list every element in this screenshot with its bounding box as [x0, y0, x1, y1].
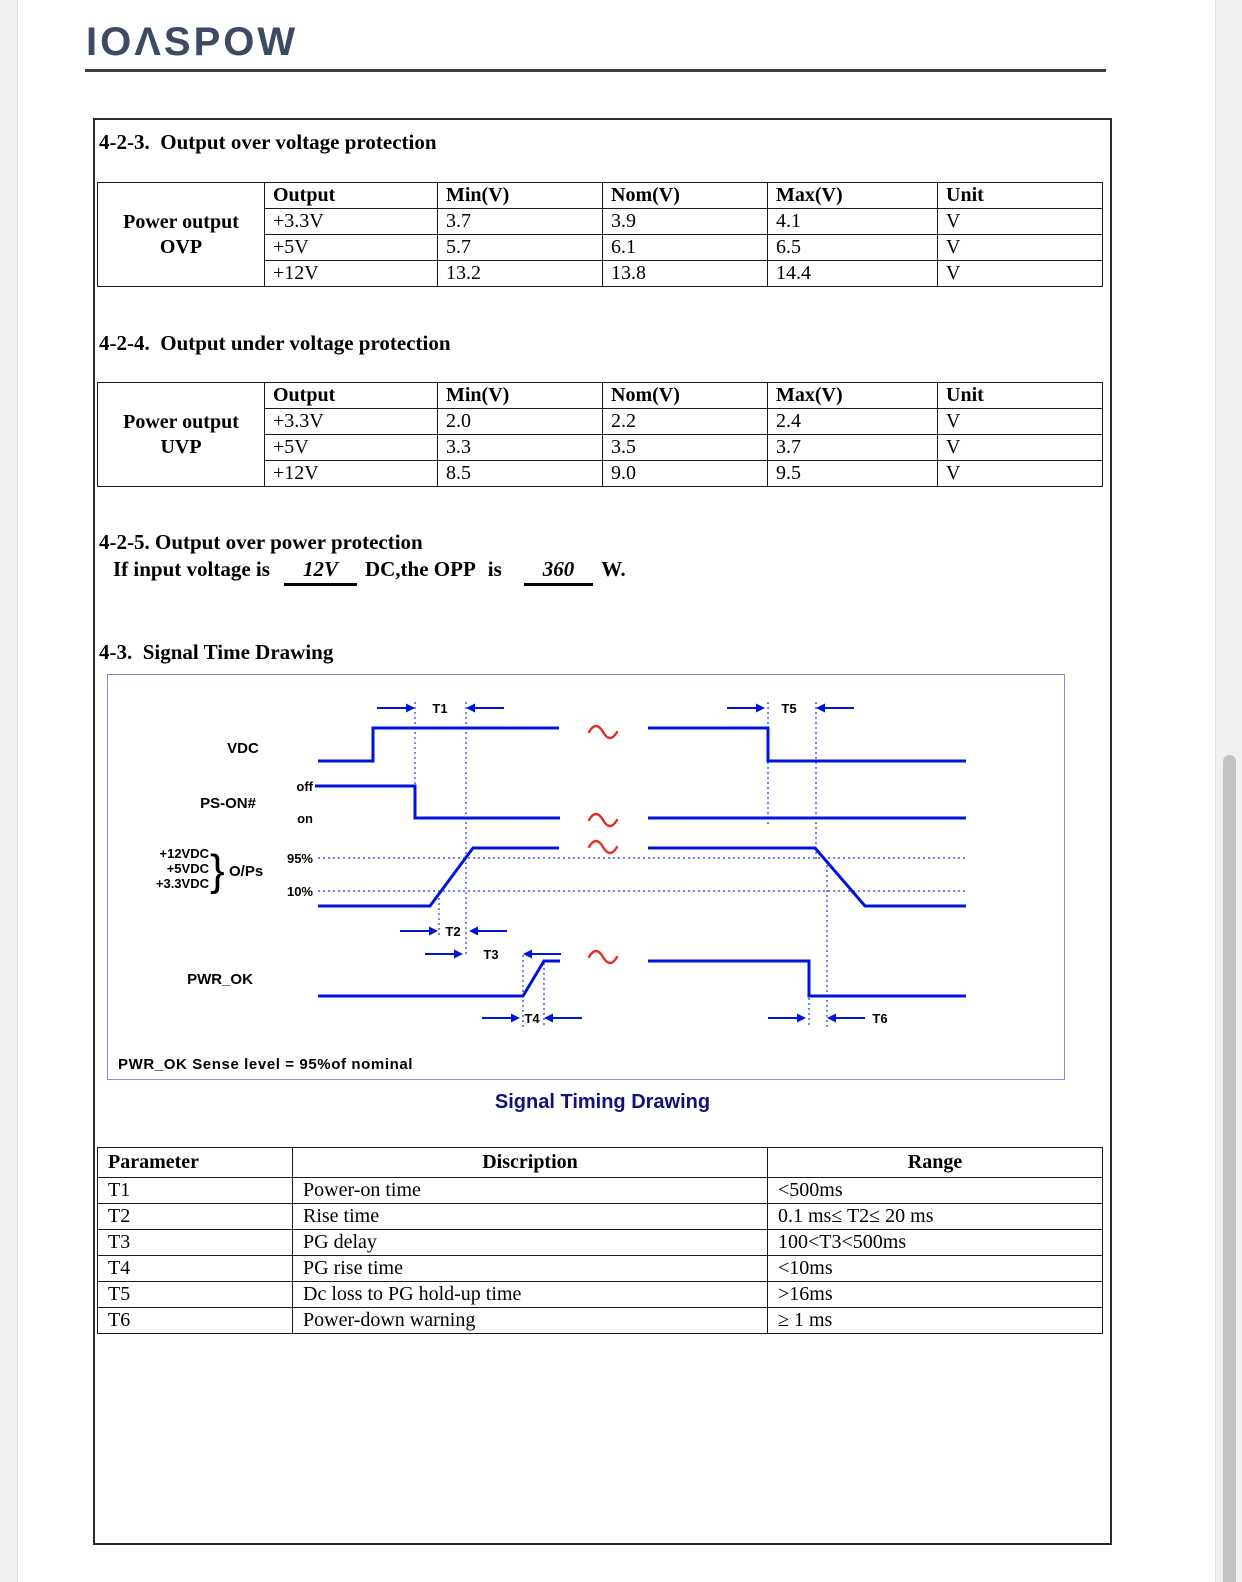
t6-dimension-arrows [768, 1014, 865, 1023]
uvp-row-label-cell [98, 383, 265, 487]
col-header-max: Max(V) [768, 183, 938, 209]
cell: 4.1 [768, 209, 938, 235]
col-header-output: Output [265, 183, 438, 209]
ps-on-waveform [315, 786, 966, 818]
desc-cell: Rise time [293, 1204, 768, 1230]
cell: +3.3V [265, 409, 438, 435]
cell: 14.4 [768, 261, 938, 287]
rails-brace: } [210, 846, 225, 895]
col-header-nom: Nom(V) [603, 383, 768, 409]
param-cell: T4 [98, 1256, 293, 1282]
left-gutter [0, 0, 18, 1582]
param-cell: T2 [98, 1204, 293, 1230]
timing-diagram-svg [108, 675, 1064, 1079]
desc-cell: PG delay [293, 1230, 768, 1256]
col-header-output: Output [265, 383, 438, 409]
table-header-row [98, 1148, 1103, 1178]
row-label-line2: UVP [160, 435, 202, 458]
pwr-ok-signal-label: PWR_OK [187, 971, 253, 988]
table-row [98, 1256, 1103, 1282]
cell: 3.7 [438, 209, 603, 235]
cell: 6.1 [603, 235, 768, 261]
col-header-max: Max(V) [768, 383, 938, 409]
range-cell: >16ms [768, 1282, 1103, 1308]
cell: 2.2 [603, 409, 768, 435]
table-row [98, 1282, 1103, 1308]
param-cell: T3 [98, 1230, 293, 1256]
document-content-frame [93, 118, 1112, 1545]
cell: 2.0 [438, 409, 603, 435]
uvp-table [97, 382, 1103, 487]
scrollbar-thumb[interactable] [1223, 755, 1236, 1582]
section-heading-opp: 4-2-5. Output over power protection [99, 530, 423, 554]
desc-cell: Power-down warning [293, 1308, 768, 1334]
ovp-row-label-cell [98, 183, 265, 287]
timing-diagram-frame [107, 674, 1065, 1080]
t1-label: T1 [432, 701, 448, 716]
opp-power-value: 360 [524, 557, 594, 586]
section-heading-uvp: 4-2-4. Output under voltage protection [99, 331, 451, 355]
cell: +5V [265, 235, 438, 261]
vdc-signal-label: VDC [227, 740, 259, 757]
row-label-line1: Power output [123, 410, 239, 433]
rail-12v-label: +12VDC [159, 846, 209, 861]
row-label-line1: Power output [123, 210, 239, 233]
range-cell: <500ms [768, 1178, 1103, 1204]
desc-cell: Power-on time [293, 1178, 768, 1204]
cell: V [938, 235, 1103, 261]
opp-text-mid: DC,the OPP [364, 557, 476, 581]
cell: 13.8 [603, 261, 768, 287]
opp-text-is: is [487, 557, 502, 581]
range-cell: ≥ 1 ms [768, 1308, 1103, 1334]
ps-on-signal-label: PS-ON# [200, 795, 256, 812]
cell: 2.4 [768, 409, 938, 435]
col-header-min: Min(V) [438, 383, 603, 409]
cell: 9.0 [603, 461, 768, 487]
param-cell: T5 [98, 1282, 293, 1308]
cell: 8.5 [438, 461, 603, 487]
section-heading-ovp: 4-2-3. Output over voltage protection [99, 130, 437, 154]
cell: +5V [265, 435, 438, 461]
brand-logo: IOΛSPOW [86, 20, 299, 64]
scrollbar-track[interactable] [1215, 0, 1242, 1582]
table-row [98, 1230, 1103, 1256]
col-header-min: Min(V) [438, 183, 603, 209]
opp-voltage-value: 12V [284, 557, 357, 586]
on-level-label: on [297, 811, 313, 826]
cell: 6.5 [768, 235, 938, 261]
table-row [98, 1178, 1103, 1204]
cell: V [938, 261, 1103, 287]
t4-label: T4 [524, 1011, 540, 1026]
range-cell: <10ms [768, 1256, 1103, 1282]
outputs-waveform [318, 848, 966, 906]
t6-label: T6 [872, 1011, 888, 1026]
level-10-label: 10% [286, 884, 313, 899]
param-cell: T1 [98, 1178, 293, 1204]
col-header-parameter: Parameter [98, 1148, 293, 1178]
opp-text-before: If input voltage is [113, 557, 270, 581]
cell: 3.7 [768, 435, 938, 461]
cell: +3.3V [265, 209, 438, 235]
waveform-break-squiggles [589, 726, 617, 963]
timing-parameters-table [97, 1147, 1103, 1334]
outputs-group-label: O/Ps [229, 863, 264, 880]
cell: V [938, 435, 1103, 461]
col-header-discription: Discription [293, 1148, 768, 1178]
range-cell: 100<T3<500ms [768, 1230, 1103, 1256]
col-header-unit: Unit [938, 383, 1103, 409]
level-95-label: 95% [286, 851, 313, 866]
cell: 13.2 [438, 261, 603, 287]
section-heading-timing: 4-3. Signal Time Drawing [99, 640, 334, 664]
dotted-reference-lines [318, 702, 966, 1027]
cell: V [938, 461, 1103, 487]
desc-cell: Dc loss to PG hold-up time [293, 1282, 768, 1308]
t2-label: T2 [445, 924, 461, 939]
table-row [98, 1204, 1103, 1230]
opp-text-after: W. [601, 557, 626, 581]
cell: V [938, 409, 1103, 435]
cell: +12V [265, 461, 438, 487]
t3-label: T3 [483, 947, 499, 962]
cell: 3.5 [603, 435, 768, 461]
cell: 3.3 [438, 435, 603, 461]
param-cell: T6 [98, 1308, 293, 1334]
cell: 9.5 [768, 461, 938, 487]
pwr-ok-waveform [318, 961, 966, 996]
t5-label: T5 [781, 701, 797, 716]
cell: +12V [265, 261, 438, 287]
cell: 5.7 [438, 235, 603, 261]
range-cell: 0.1 ms≤ T2≤ 20 ms [768, 1204, 1103, 1230]
table-header-row [98, 383, 1103, 409]
row-label-line2: OVP [159, 235, 203, 258]
col-header-nom: Nom(V) [603, 183, 768, 209]
rail-3v3-label: +3.3VDC [155, 876, 209, 891]
ovp-table [97, 182, 1103, 287]
cell: 3.9 [603, 209, 768, 235]
diagram-caption: Signal Timing Drawing [494, 1091, 711, 1113]
col-header-range: Range [768, 1148, 1103, 1178]
rail-5v-label: +5VDC [166, 861, 209, 876]
desc-cell: PG rise time [293, 1256, 768, 1282]
opp-sentence [113, 557, 626, 586]
cell: V [938, 209, 1103, 235]
table-row [98, 1308, 1103, 1334]
col-header-unit: Unit [938, 183, 1103, 209]
pwr-ok-sense-note: PWR_OK Sense level = 95%of nominal [118, 1056, 414, 1073]
off-level-label: off [296, 779, 313, 794]
table-header-row [98, 183, 1103, 209]
header-divider [85, 69, 1106, 72]
